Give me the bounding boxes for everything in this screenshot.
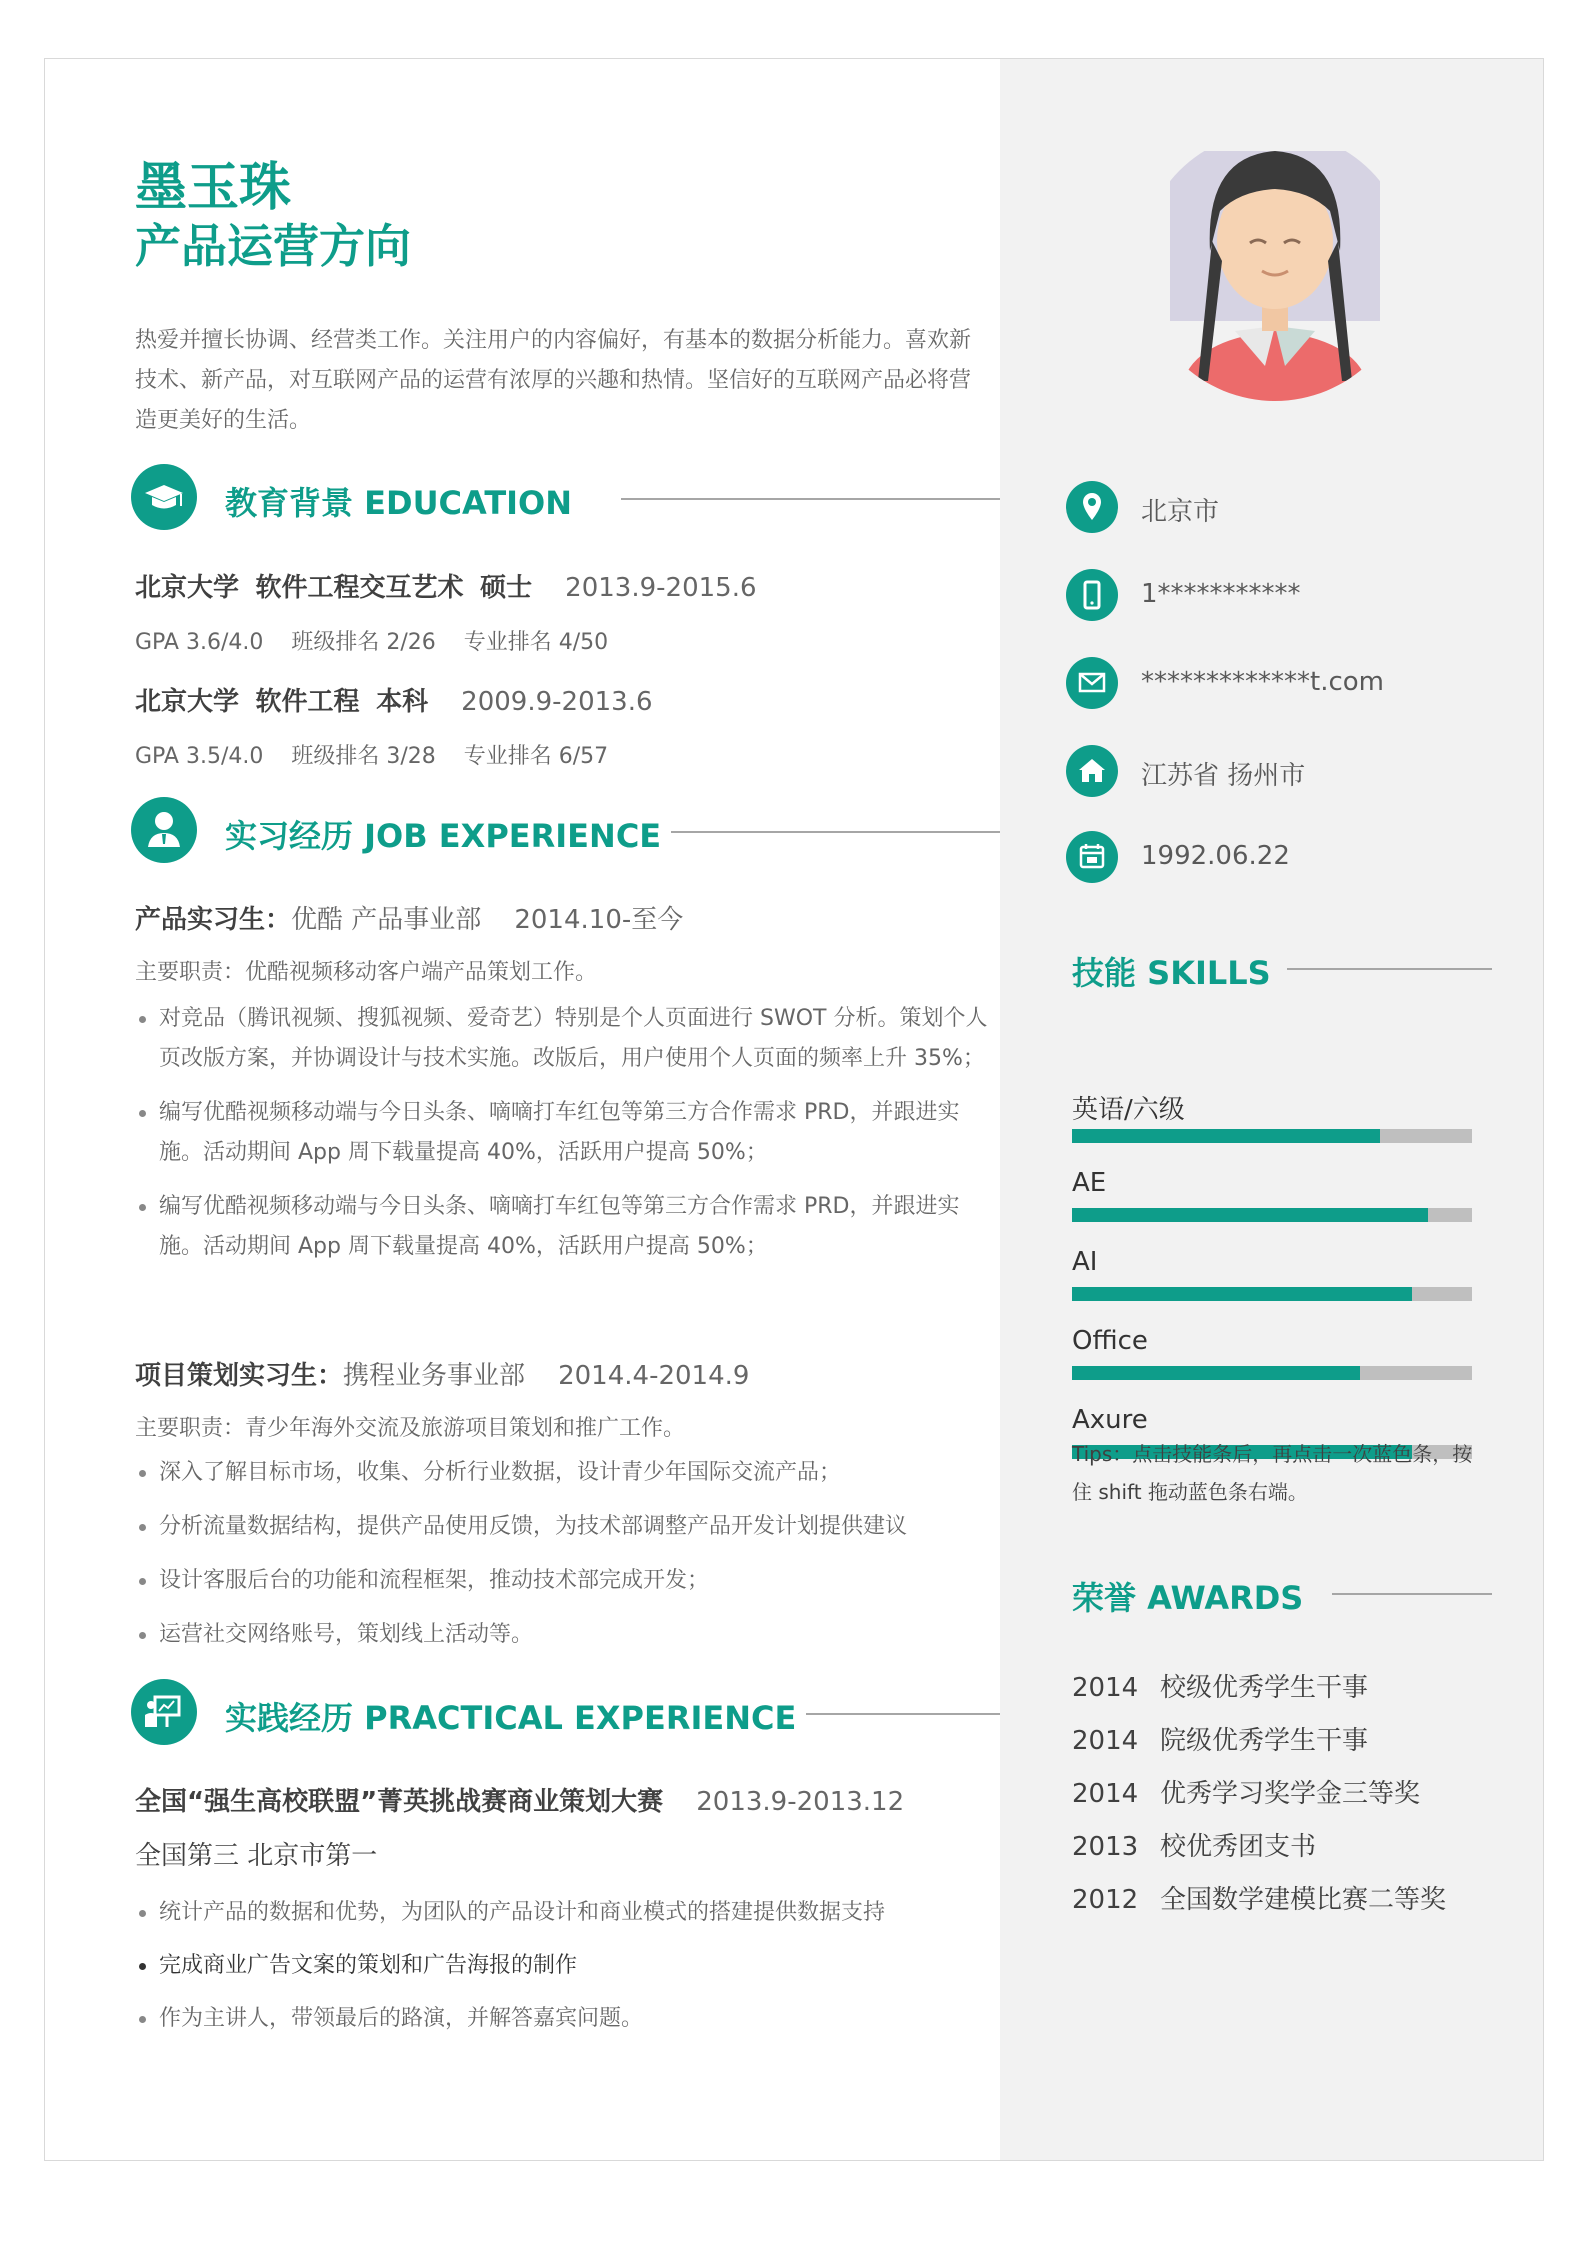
graduation-cap-icon — [131, 464, 197, 530]
phone-icon — [1066, 569, 1118, 621]
practice-heading — [131, 1679, 1001, 1751]
skill-level-fill[interactable] — [1072, 1287, 1412, 1301]
school: 北京大学 — [135, 573, 240, 603]
list-item: 编写优酷视频移动端与今日头条、嘀嘀打车红包等第三方合作需求 PRD，并跟进实施。活动期间 App 周下载量提高 40%，活跃用户提高 50%； — [135, 1093, 995, 1173]
skill-row — [1072, 1247, 1472, 1307]
resume-page — [44, 58, 1544, 2161]
award-name: 优秀学习奖学金三等奖 — [1160, 1779, 1421, 1809]
class-rank: 班级排名 3/28 — [291, 744, 436, 769]
skill-bar[interactable] — [1072, 1287, 1472, 1301]
gpa: GPA 3.6/4.0 — [135, 630, 264, 655]
job-role: 项目策划实习生： — [135, 1361, 344, 1391]
skill-bar[interactable] — [1072, 1129, 1472, 1143]
competition-name: 全国“强生高校联盟”菁英挑战赛商业策划大赛 — [135, 1787, 664, 1817]
job-bullets-1 — [135, 999, 995, 1267]
job-bullets-2 — [135, 1453, 995, 1655]
education-entry-1 — [135, 567, 995, 604]
award-name: 校优秀团支书 — [1160, 1832, 1317, 1862]
skill-bar[interactable] — [1072, 1208, 1472, 1222]
degree: 硕士 — [480, 573, 533, 603]
main-column — [45, 59, 1000, 2160]
job-period: 2014.4-2014.9 — [558, 1361, 750, 1391]
section-divider — [621, 498, 1001, 500]
award-year: 2014 — [1072, 1726, 1139, 1756]
education-scores-2 — [135, 739, 995, 770]
education-heading — [131, 464, 1001, 536]
contact-birthday — [1066, 831, 1526, 887]
job-duty-1: 主要职责：优酷视频移动客户端产品策划工作。 — [135, 960, 598, 985]
hometown-text: 江苏省 扬州市 — [1141, 761, 1306, 791]
person-icon — [131, 797, 197, 863]
skill-level-fill[interactable] — [1072, 1129, 1380, 1143]
skill-row — [1072, 1326, 1472, 1386]
skill-name: Axure — [1072, 1405, 1148, 1435]
job-title: 实习经历 JOB EXPERIENCE — [225, 817, 662, 855]
major-rank: 专业排名 6/57 — [463, 744, 609, 769]
gpa: GPA 3.5/4.0 — [135, 744, 264, 769]
job-role: 产品实习生： — [135, 905, 292, 935]
class-rank: 班级排名 2/26 — [291, 630, 436, 655]
period: 2009.9-2013.6 — [461, 687, 653, 717]
career-direction: 产品运营方向 — [135, 219, 411, 273]
practice-title: 实践经历 PRACTICAL EXPERIENCE — [225, 1699, 797, 1737]
skill-bar[interactable] — [1072, 1366, 1472, 1380]
skill-name: 英语/六级 — [1072, 1095, 1185, 1125]
skills-heading — [1072, 944, 1492, 994]
period: 2013.9-2015.6 — [565, 573, 757, 603]
section-divider — [1287, 968, 1492, 970]
job-org: 优酷 产品事业部 — [291, 905, 482, 935]
job-entry-1 — [135, 899, 995, 936]
contact-email — [1066, 657, 1526, 713]
contact-location — [1066, 481, 1526, 537]
award-name: 校级优秀学生干事 — [1160, 1673, 1369, 1703]
sidebar — [1000, 59, 1544, 2160]
major: 软件工程交互艺术 — [255, 573, 464, 603]
competition-result: 全国第三 北京市第一 — [135, 1841, 378, 1871]
degree: 本科 — [376, 687, 429, 717]
award-item — [1072, 1667, 1512, 1704]
award-name: 院级优秀学生干事 — [1160, 1726, 1369, 1756]
list-item: 作为主讲人，带领最后的路演，并解答嘉宾问题。 — [135, 1999, 995, 2039]
awards-heading — [1072, 1569, 1492, 1619]
education-title: 教育背景 EDUCATION — [225, 484, 573, 522]
phone-text: 1*********** — [1141, 579, 1301, 609]
list-item: 完成商业广告文案的策划和广告海报的制作 — [135, 1946, 995, 1986]
awards-title: 荣誉 AWARDS — [1072, 1579, 1304, 1617]
list-item: 编写优酷视频移动端与今日头条、嘀嘀打车红包等第三方合作需求 PRD，并跟进实施。活动期间 App 周下载量提高 40%，活跃用户提高 50%； — [135, 1187, 995, 1267]
presentation-board-icon — [131, 1679, 197, 1745]
list-item: 对竞品（腾讯视频、搜狐视频、爱奇艺）特别是个人页面进行 SWOT 分析。策划个人页改版方案，并协调设计与技术实施。改版后，用户使用个人页面的频率上升 35%； — [135, 999, 995, 1079]
award-name: 全国数学建模比赛二等奖 — [1160, 1885, 1447, 1915]
job-entry-2 — [135, 1355, 995, 1392]
school: 北京大学 — [135, 687, 240, 717]
home-icon — [1066, 745, 1118, 797]
section-divider — [1332, 1593, 1492, 1595]
award-item — [1072, 1773, 1512, 1810]
list-item: 统计产品的数据和优势，为团队的产品设计和商业模式的搭建提供数据支持 — [135, 1893, 995, 1933]
calendar-icon — [1066, 831, 1118, 883]
skills-tips: Tips：点击技能条后，再点击一次蓝色条，按住 shift 拖动蓝色条右端。 — [1072, 1442, 1473, 1504]
practice-bullets — [135, 1893, 995, 2039]
list-item: 分析流量数据结构，提供产品使用反馈，为技术部调整产品开发计划提供建议 — [135, 1507, 995, 1547]
award-year: 2014 — [1072, 1673, 1139, 1703]
skill-level-fill[interactable] — [1072, 1366, 1360, 1380]
list-item: 运营社交网络账号，策划线上活动等。 — [135, 1615, 995, 1655]
section-divider — [806, 1713, 1001, 1715]
skill-row — [1072, 1089, 1472, 1149]
email-icon — [1066, 657, 1118, 709]
skill-name: Office — [1072, 1326, 1148, 1356]
major-rank: 专业排名 4/50 — [463, 630, 609, 655]
skill-name: AI — [1072, 1247, 1098, 1277]
award-item — [1072, 1879, 1512, 1916]
skills-title: 技能 SKILLS — [1072, 954, 1271, 992]
job-duty-2: 主要职责：青少年海外交流及旅游项目策划和推广工作。 — [135, 1416, 686, 1441]
location-pin-icon — [1066, 481, 1118, 533]
education-scores-1 — [135, 625, 995, 656]
competition-period: 2013.9-2013.12 — [696, 1787, 905, 1817]
award-year: 2014 — [1072, 1779, 1139, 1809]
contact-hometown — [1066, 745, 1526, 801]
education-entry-2 — [135, 681, 995, 718]
skill-name: AE — [1072, 1168, 1107, 1198]
job-heading — [131, 797, 1001, 869]
location-text: 北京市 — [1141, 497, 1220, 527]
skill-level-fill[interactable] — [1072, 1208, 1428, 1222]
self-introduction: 热爱并擅长协调、经营类工作。关注用户的内容偏好，有基本的数据分析能力。喜欢新技术、新产品，对互联网产品的运营有浓厚的兴趣和热情。坚信好的互联网产品必将营造更美好的生活。 — [135, 328, 972, 433]
award-year: 2013 — [1072, 1832, 1139, 1862]
candidate-name: 墨玉珠 — [135, 158, 292, 218]
major: 软件工程 — [255, 687, 360, 717]
birthday-text: 1992.06.22 — [1141, 841, 1290, 871]
list-item: 设计客服后台的功能和流程框架，推动技术部完成开发； — [135, 1561, 995, 1601]
award-item — [1072, 1720, 1512, 1757]
practice-entry — [135, 1781, 995, 1818]
email-text: *************t.com — [1141, 667, 1384, 697]
award-item — [1072, 1826, 1512, 1863]
avatar — [1140, 131, 1410, 401]
award-year: 2012 — [1072, 1885, 1139, 1915]
section-divider — [671, 831, 1001, 833]
skill-row — [1072, 1168, 1472, 1228]
list-item: 深入了解目标市场，收集、分析行业数据，设计青少年国际交流产品； — [135, 1453, 995, 1493]
job-period: 2014.10-至今 — [514, 905, 684, 935]
job-org: 携程业务事业部 — [343, 1361, 526, 1391]
contact-phone — [1066, 569, 1526, 625]
